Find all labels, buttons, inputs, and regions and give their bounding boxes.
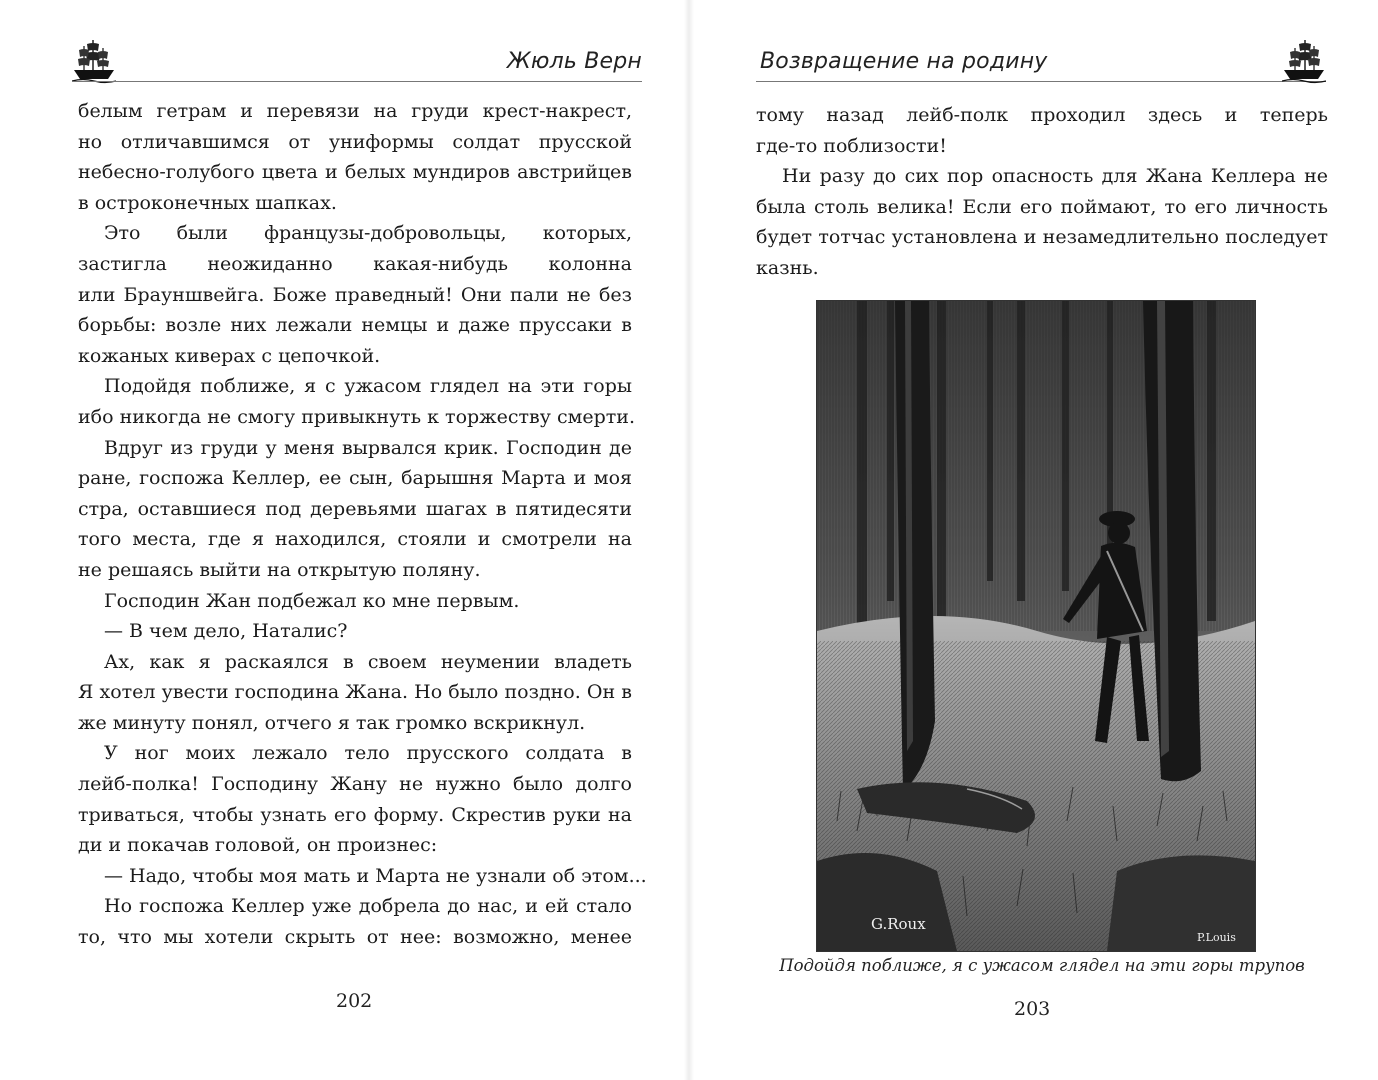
text-line: Господин Жан подбежал ко мне первым. bbox=[104, 589, 520, 612]
text-line: У ног моих лежало тело прусского солдата в bbox=[104, 742, 632, 765]
text-line: или Брауншвейга. Боже праведный! Они пали не без bbox=[78, 283, 632, 306]
text-line: то, что мы хотели скрыть от нее: возможно, менее bbox=[78, 926, 632, 949]
running-head-author: Жюль Верн bbox=[506, 49, 642, 74]
illustration-caption: Подойдя поближе, я с ужасом глядел на эти горы трупов bbox=[779, 956, 1305, 975]
left-running-header bbox=[72, 36, 642, 88]
text-line: Ах, как я раскаялся в своем неумении владеть bbox=[104, 650, 632, 673]
book-gutter bbox=[684, 0, 694, 1080]
text-line: небесно-голубого цвета и белых мундиров австрийцев bbox=[78, 161, 632, 184]
text-line: ибо никогда не смогу привыкнуть к торжеству смерти. bbox=[78, 405, 636, 428]
text-line: же минуту понял, отчего я так громко вскрикнул. bbox=[78, 711, 586, 734]
header-rule bbox=[756, 81, 1326, 82]
left-page bbox=[0, 0, 684, 1080]
text-line: была столь велика! Если его поймают, то его личность bbox=[756, 195, 1328, 218]
text-line: — В чем дело, Наталис? bbox=[104, 620, 348, 643]
text-line: казнь. bbox=[756, 256, 819, 279]
text-line: Это были французы-добровольцы, которых, bbox=[104, 222, 632, 245]
text-line: Ни разу до сих пор опасность для Жана Келлера не bbox=[782, 165, 1328, 188]
right-body-text bbox=[756, 100, 1328, 284]
forest-engraving-illustration bbox=[816, 300, 1256, 952]
text-line: в остроконечных шапках. bbox=[78, 191, 337, 214]
engraving-signature-right: P.Louis bbox=[1197, 931, 1236, 944]
running-head-title: Возвращение на родину bbox=[760, 49, 1048, 74]
engraving-signature-left: G.Roux bbox=[871, 915, 926, 933]
text-line: лейб-полка! Господину Жану не нужно было долго bbox=[78, 773, 632, 796]
sailing-ship-icon bbox=[1282, 36, 1326, 84]
text-line: Но госпожа Келлер уже добрела до нас, и ей стало bbox=[104, 895, 632, 918]
text-line: ране, госпожа Келлер, ее сын, барышня Марта и моя bbox=[78, 467, 632, 490]
text-line: будет тотчас установлена и незамедлительно последует bbox=[756, 226, 1328, 249]
text-line: ди и покачав головой, он произнес: bbox=[78, 834, 438, 857]
page-number-right: 203 bbox=[1014, 998, 1051, 1020]
sailing-ship-icon bbox=[72, 36, 116, 84]
engraving-image bbox=[817, 301, 1255, 951]
page-number-left: 202 bbox=[336, 990, 373, 1012]
right-running-header bbox=[756, 36, 1326, 88]
text-line: где-то поблизости! bbox=[756, 134, 947, 157]
text-line: тому назад лейб-полк проходил здесь и теперь bbox=[756, 104, 1328, 126]
text-line: стра, оставшиеся под деревьями шагах в пятидесяти bbox=[78, 497, 632, 520]
left-body-text bbox=[78, 96, 647, 953]
text-line: Я хотел увести господина Жана. Но было поздно. Он в bbox=[78, 681, 632, 704]
text-line: триваться, чтобы узнать его форму. Скрестив руки на bbox=[78, 803, 632, 826]
text-line: того места, где я находился, стояли и смотрели на bbox=[78, 528, 632, 551]
text-line: белым гетрам и перевязи на груди крест-накрест, bbox=[78, 100, 632, 122]
text-line: не решаясь выйти на открытую поляну. bbox=[78, 558, 481, 581]
text-line: — Надо, чтобы моя мать и Марта не узнали об этом... bbox=[104, 864, 647, 887]
right-page bbox=[694, 0, 1378, 1080]
text-line: кожаных киверах с цепочкой. bbox=[78, 344, 381, 367]
text-line: застигла неожиданно какая-нибудь колонна bbox=[78, 252, 632, 275]
header-rule bbox=[72, 81, 642, 82]
text-line: Вдруг из груди у меня вырвался крик. Господин де bbox=[104, 436, 632, 459]
text-line: борьбы: возле них лежали немцы и даже пруссаки в bbox=[78, 314, 632, 337]
text-line: но отличавшимся от униформы солдат прусской bbox=[78, 130, 632, 153]
text-line: Подойдя поближе, я с ужасом глядел на эти горы bbox=[104, 375, 632, 398]
